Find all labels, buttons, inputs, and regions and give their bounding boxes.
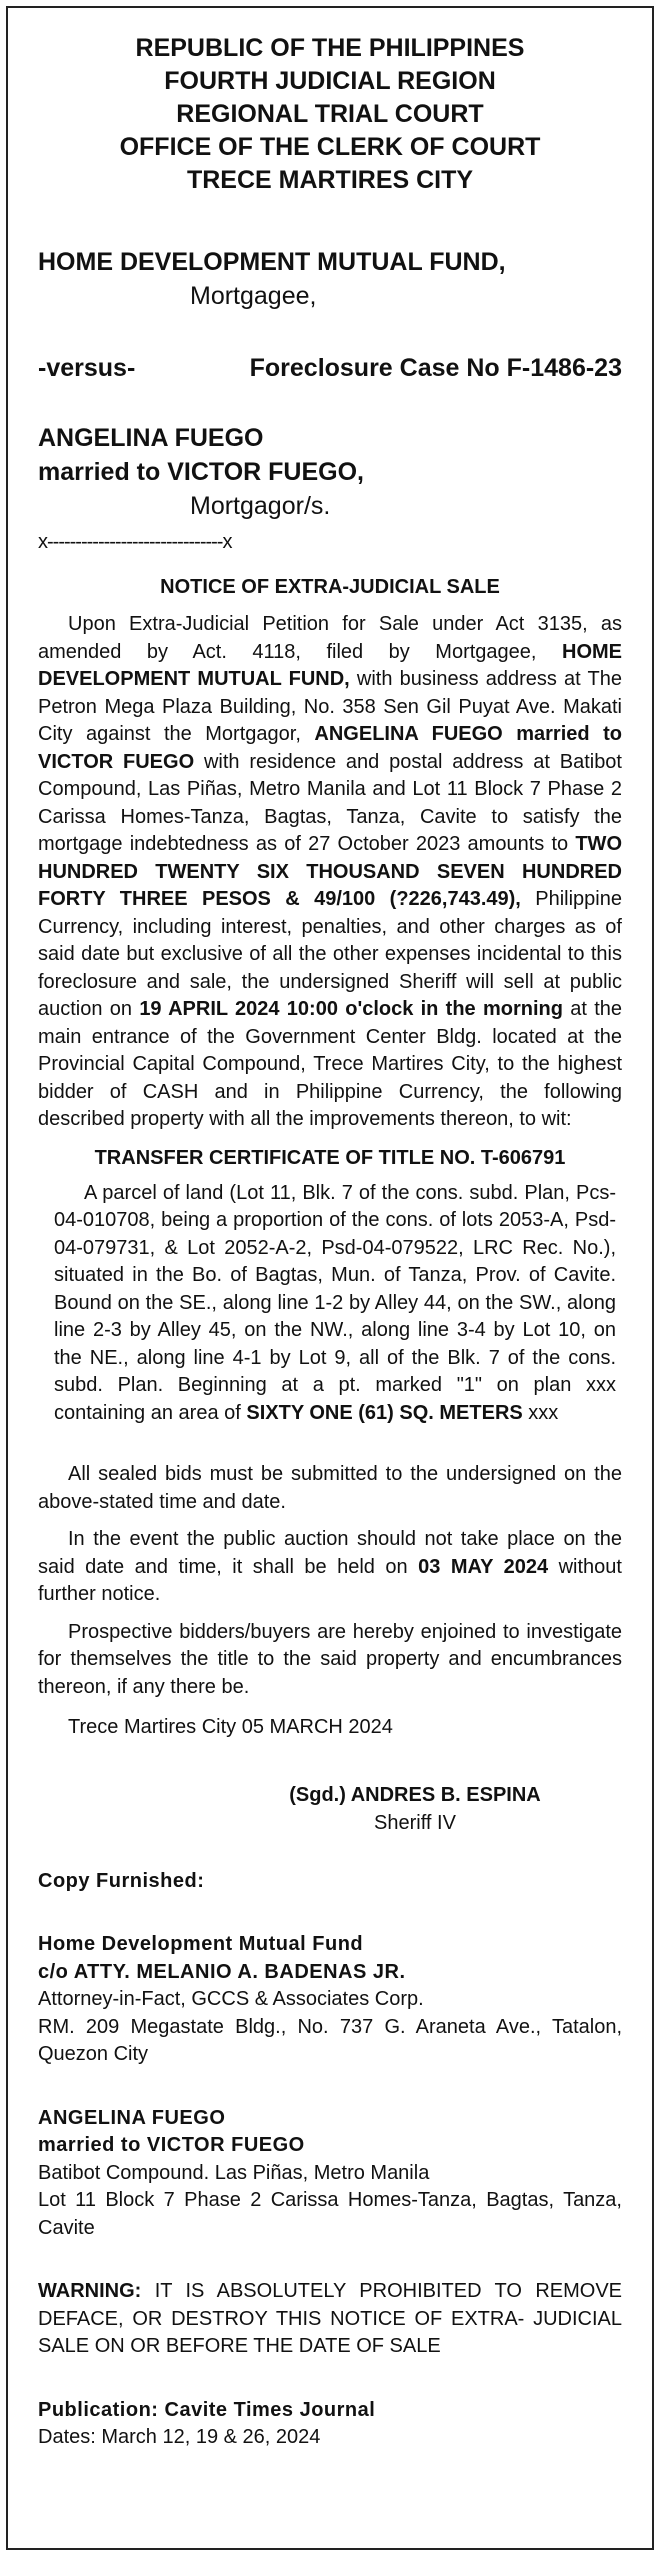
p1-text-c: with business address at The Petron Mega Plaza Building, No. 358 Sen Gil Puyat Ave. Makati City against the Mortgagor, bbox=[38, 668, 622, 745]
warning-text: IT IS ABSOLUTELY PROHIBITED TO REMOVE DEFACE, OR DESTROY THIS NOTICE OF EXTRA- JUDICIAL SALE ON OR BEFORE THE DATE OF SALE bbox=[38, 2280, 622, 2357]
header-court: REGIONAL TRIAL COURT bbox=[176, 100, 484, 128]
publication-dates: Dates: March 12, 19 & 26, 2024 bbox=[38, 2426, 321, 2448]
p1-text-g: Philippine Currency, including interest, penalties, and other charges as of said date but exclusive of all the other expenses incidental to this foreclosure and sale, the undersigned Sheriff will sell at public auction on bbox=[38, 888, 622, 1020]
header-office: OFFICE OF THE CLERK OF COURT bbox=[119, 133, 541, 161]
p1-amount: TWO HUNDRED TWENTY SIX THOUSAND SEVEN HUNDRED FORTY THREE PESOS & 49/100 (?226,743.49), bbox=[38, 833, 622, 910]
header-republic: REPUBLIC OF THE PHILIPPINES bbox=[135, 34, 525, 62]
addressee-mortgagor-address1: Batibot Compound. Las Piñas, Metro Manila bbox=[38, 2161, 430, 2184]
addressee-hdmf-firm: Attorney-in-Fact, GCCS & Associates Corp. bbox=[38, 1988, 424, 2010]
publication-name: Publication: Cavite Times Journal bbox=[38, 2398, 376, 2421]
mortgagor-role: Mortgagor/s. bbox=[190, 492, 331, 520]
addressee-hdmf-attorney: c/o ATTY. MELANIO A. BADENAS JR. bbox=[38, 1960, 406, 1983]
mortgagee-block bbox=[38, 245, 622, 313]
p3-text-c: without further notice. bbox=[38, 1555, 622, 1605]
sealed-bids-paragraph: All sealed bids must be submitted to the undersigned on the above-stated time and date. bbox=[38, 1463, 622, 1513]
postponement-paragraph bbox=[38, 1526, 622, 1609]
court-header bbox=[38, 32, 622, 197]
mortgagor-name: ANGELINA FUEGO bbox=[38, 424, 264, 452]
warning-label: WARNING: bbox=[38, 2280, 142, 2302]
sheriff-name: (Sgd.) ANDRES B. ESPINA bbox=[289, 1784, 541, 1806]
sheriff-title: Sheriff IV bbox=[374, 1812, 456, 1834]
p1-text-a: Upon Extra-Judicial Petition for Sale under Act 3135, as amended by Act. 4118, filed by Mortgagee, bbox=[38, 613, 622, 663]
notice-frame bbox=[6, 6, 654, 2550]
tct-title: TRANSFER CERTIFICATE OF TITLE NO. T-606791 bbox=[94, 1146, 566, 1169]
mortgagee-role: Mortgagee, bbox=[190, 282, 317, 310]
notice-content bbox=[38, 32, 622, 2452]
dateline: Trece Martires City 05 MARCH 2024 bbox=[68, 1716, 393, 1738]
versus-row bbox=[38, 351, 622, 385]
copy-furnished-heading: Copy Furnished: bbox=[38, 1870, 205, 1892]
addressee-mortgagor-spouse: married to VICTOR FUEGO bbox=[38, 2134, 305, 2156]
addressee-mortgagor-address2: Lot 11 Block 7 Phase 2 Carissa Homes-Tanza, Bagtas, Tanza, Cavite bbox=[38, 2189, 622, 2239]
mortgagor-spouse: married to VICTOR FUEGO, bbox=[38, 458, 364, 486]
p3-text-a: In the event the public auction should not take place on the said date and time, it shall be held on bbox=[38, 1528, 622, 1578]
mortgagee-name: HOME DEVELOPMENT MUTUAL FUND, bbox=[38, 248, 506, 276]
caption-divider: x-------------------------------x bbox=[38, 531, 232, 553]
p1-mortgagee: HOME DEVELOPMENT MUTUAL FUND, bbox=[38, 640, 622, 690]
addressee-hdmf bbox=[38, 1931, 622, 2069]
notice-title: NOTICE OF EXTRA-JUDICIAL SALE bbox=[160, 576, 500, 598]
p1-text-e: with residence and postal address at Batibot Compound, Las Piñas, Metro Manila and Lot 11 Block 7 Phase 2 Carissa Homes-Tanza, Bagtas, Tanza, Cavite to satisfy the mortgage indebtedness as of 27 October 2023 amounts to bbox=[38, 750, 622, 855]
publication-block bbox=[38, 2397, 622, 2452]
p1-text-i: at the main entrance of the Government Center Bldg. located at the Provincial Capital Compound, Trece Martires City, to the highest bidder of CASH and in Philippine Currency, the following described property with all the improvements thereon, to wit: bbox=[38, 998, 622, 1130]
warning-notice bbox=[38, 2278, 622, 2361]
mortgagor-block bbox=[38, 421, 622, 523]
lot-description bbox=[54, 1180, 616, 1428]
signature-block bbox=[38, 1781, 622, 1837]
lot-text-a: A parcel of land (Lot 11, Blk. 7 of the cons. subd. Plan, Pcs-04-010708, being a proportion of the cons. of lots 2053-A, Psd-04-079731, & Lot 2052-A-2, Psd-04-079522, LRC Rec. No.), situated in the Bo. of Bagtas, Mun. of Tanza, Prov. of Cavite. Bound on the SE., along line 1-2 by Alley 44, on the SW., along line 2-3 by Alley 45, on the NW., along line 3-4 by Lot 10, on the NE., along line 4-1 by Lot 9, all of the Blk. 7 of the cons. subd. Plan. Beginning at a pt. marked "1" on plan xxx containing an area of bbox=[54, 1181, 616, 1424]
notice-paragraph-main bbox=[38, 611, 622, 1134]
header-city: TRECE MARTIRES CITY bbox=[186, 166, 474, 194]
addressee-mortgagor bbox=[38, 2105, 622, 2243]
lot-area: SIXTY ONE (61) SQ. METERS bbox=[246, 1401, 523, 1424]
bidders-paragraph: Prospective bidders/buyers are hereby enjoined to investigate for themselves the title to the said property and encumbrances thereon, if any there be. bbox=[38, 1620, 622, 1698]
p1-mortgagor: ANGELINA FUEGO married to VICTOR FUEGO bbox=[38, 723, 623, 773]
addressee-hdmf-name: Home Development Mutual Fund bbox=[38, 1933, 364, 1955]
case-number: Foreclosure Case No F-1486-23 bbox=[249, 354, 622, 382]
header-region: FOURTH JUDICIAL REGION bbox=[164, 67, 496, 95]
addressee-hdmf-address: RM. 209 Megastate Bldg., No. 737 G. Araneta Ave., Tatalon, Quezon City bbox=[38, 2015, 622, 2065]
versus-label: -versus- bbox=[38, 354, 136, 382]
p3-alt-date: 03 MAY 2024 bbox=[418, 1555, 549, 1578]
p1-auction-date: 19 APRIL 2024 10:00 o'clock in the morning bbox=[139, 998, 563, 1020]
lot-text-c: xxx bbox=[522, 1401, 559, 1424]
addressee-mortgagor-name: ANGELINA FUEGO bbox=[38, 2106, 226, 2129]
